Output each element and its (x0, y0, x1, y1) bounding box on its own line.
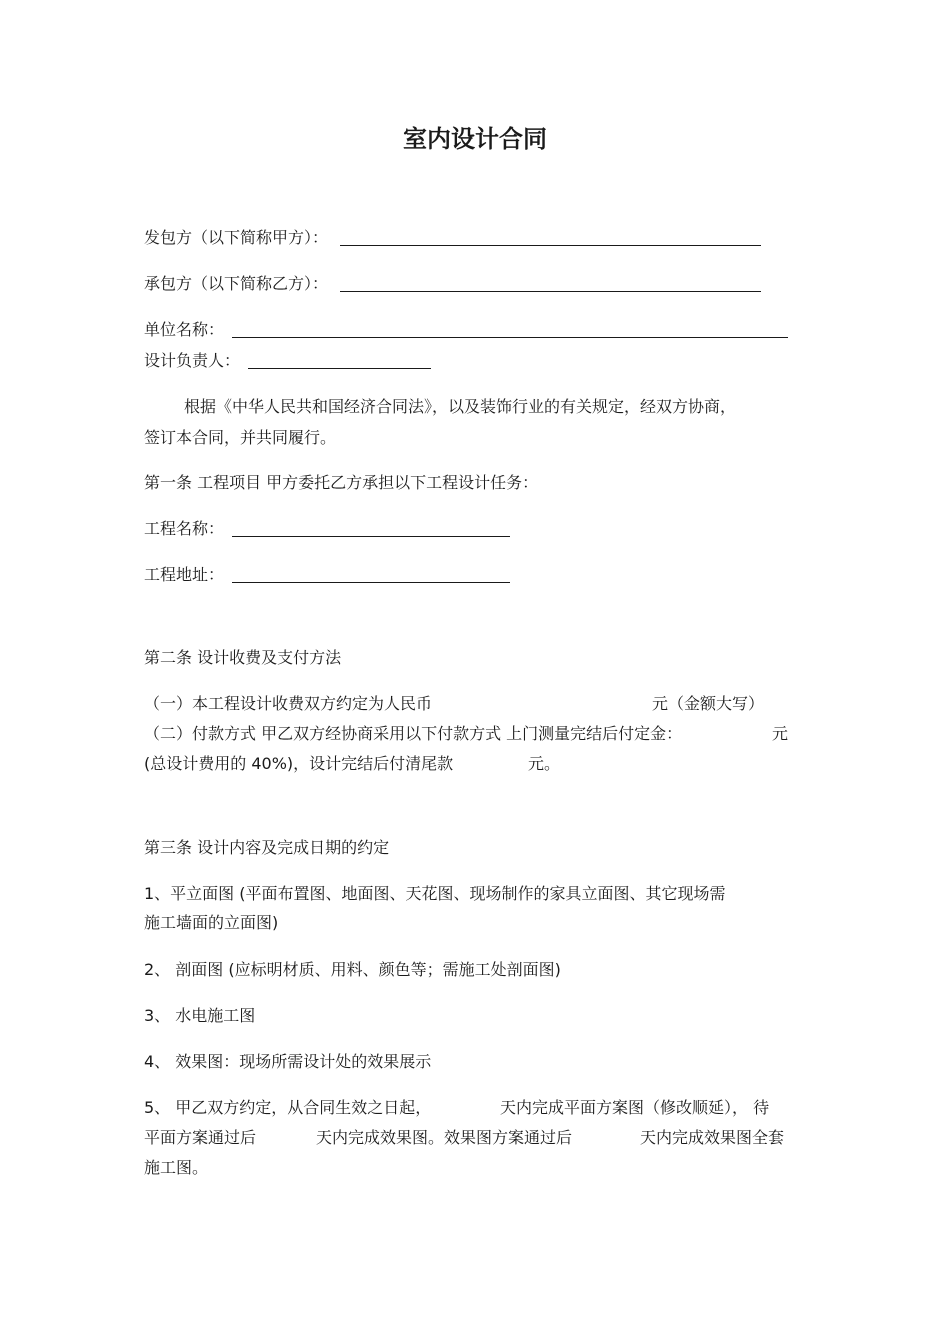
unit-blank[interactable] (232, 321, 788, 338)
article3-item5-b: 天内完成平面方案图（修改顺延）， 待 (500, 1098, 770, 1117)
fee-line-a-suffix: 元（金额大写） (652, 694, 765, 713)
article3-item2: 2、 剖面图 (应标明材质、用料、颜色等；需施工处剖面图) (144, 960, 561, 979)
article1-heading: 第一条 工程项目 甲方委托乙方承担以下工程设计任务： (144, 473, 539, 492)
article3-item3: 3、 水电施工图 (144, 1006, 256, 1025)
article2-heading: 第二条 设计收费及支付方法 (144, 648, 342, 667)
contractor-blank[interactable] (340, 275, 761, 292)
design-lead-line (144, 351, 431, 371)
article3-item1-line2: 施工墙面的立面图) (144, 913, 279, 932)
project-address-label: 工程地址： (144, 565, 225, 584)
article3-item5-e: 天内完成效果图全套 (640, 1128, 785, 1147)
project-name-blank[interactable] (232, 520, 510, 537)
article3-heading: 第三条 设计内容及完成日期的约定 (144, 838, 390, 857)
project-name-line (144, 519, 510, 539)
design-lead-blank[interactable] (248, 352, 431, 369)
fee-line-c-suffix: 元。 (528, 754, 561, 773)
contractor-label: 承包方（以下简称乙方）： (144, 274, 329, 293)
article3-item4: 4、 效果图：现场所需设计处的效果展示 (144, 1052, 432, 1071)
project-name-label: 工程名称： (144, 519, 225, 538)
project-address-line (144, 565, 510, 585)
unit-line (144, 320, 788, 340)
article3-item5-c: 平面方案通过后 (144, 1128, 257, 1147)
article3-item5-a: 5、 甲乙双方约定，从合同生效之日起， (144, 1098, 432, 1117)
project-address-blank[interactable] (232, 566, 510, 583)
intro-line-1: 根据《中华人民共和国经济合同法》，以及装饰行业的有关规定，经双方协商， (184, 397, 737, 416)
article3-item5-f: 施工图。 (144, 1158, 209, 1177)
employer-label: 发包方（以下简称甲方）： (144, 228, 329, 247)
employer-blank[interactable] (340, 229, 761, 246)
unit-label: 单位名称： (144, 320, 225, 339)
article3-item1-line1: 1、平立面图 (平面布置图、地面图、天花图、现场制作的家具立面图、其它现场需 (144, 884, 726, 903)
article3-item5-d: 天内完成效果图。效果图方案通过后 (316, 1128, 573, 1147)
employer-line (144, 228, 761, 248)
contractor-line (144, 274, 761, 294)
contract-title: 室内设计合同 (403, 125, 547, 153)
fee-line-a: （一）本工程设计收费双方约定为人民币 (144, 694, 433, 713)
design-lead-label: 设计负责人： (144, 351, 241, 370)
fee-line-c: (总设计费用的 40%)，设计完结后付清尾款 (144, 754, 454, 773)
fee-line-b-suffix: 元 (772, 724, 789, 743)
intro-line-2: 签订本合同，并共同履行。 (144, 428, 337, 447)
fee-line-b: （二）付款方式 甲乙双方经协商采用以下付款方式 上门测量完结后付定金： (144, 724, 683, 743)
